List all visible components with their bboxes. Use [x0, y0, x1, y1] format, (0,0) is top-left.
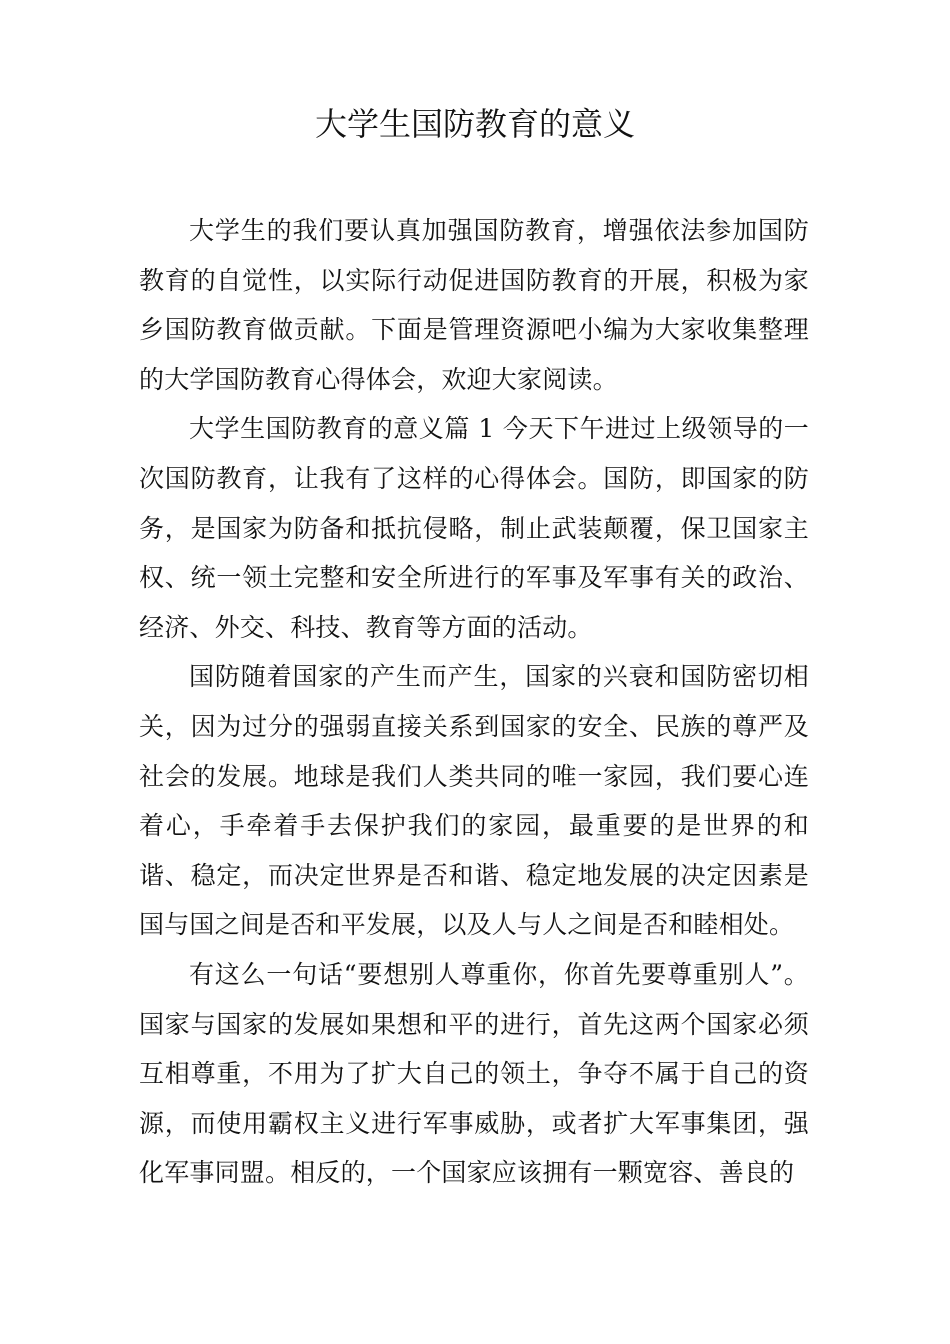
paragraph-article-1: 大学生国防教育的意义篇 1 今天下午进过上级领导的一次国防教育，让我有了这样的心得体会。国防，即国家的防务，是国家为防备和抵抗侵略，制止武装颠覆，保卫国家主权、统一领土完整和安全所进行的军事及军事有关的政治、经济、外交、科技、教育等方面的活动。	[139, 414, 809, 642]
document-title: 大学生国防教育的意义	[314, 105, 635, 143]
paragraph-article-2: 国防随着国家的产生而产生，国家的兴衰和国防密切相关，因为过分的强弱直接关系到国家的安全、民族的尊严及社会的发展。地球是我们人类共同的唯一家园，我们要心连着心，手牵着手去保护我们的家园，最重要的是世界的和谐、稳定，而决定世界是否和谐、稳定地发展的决定因素是国与国之间是否和平发展，以及人与人之间是否和睦相处。	[139, 662, 809, 940]
document-body	[139, 206, 809, 1198]
paragraph-intro: 大学生的我们要认真加强国防教育，增强依法参加国防教育的自觉性，以实际行动促进国防教育的开展，积极为家乡国防教育做贡献。下面是管理资源吧小编为大家收集整理的大学国防教育心得体会，欢迎大家阅读。	[139, 216, 809, 394]
paragraph-article-3: 有这么一句话“要想别人尊重你，你首先要尊重别人”。国家与国家的发展如果想和平的进行，首先这两个国家必须互相尊重，不用为了扩大自己的领土，争夺不属于自己的资源，而使用霸权主义进行军事威胁，或者扩大军事集团，强化军事同盟。相反的，一个国家应该拥有一颗宽容、善良的	[139, 959, 809, 1188]
